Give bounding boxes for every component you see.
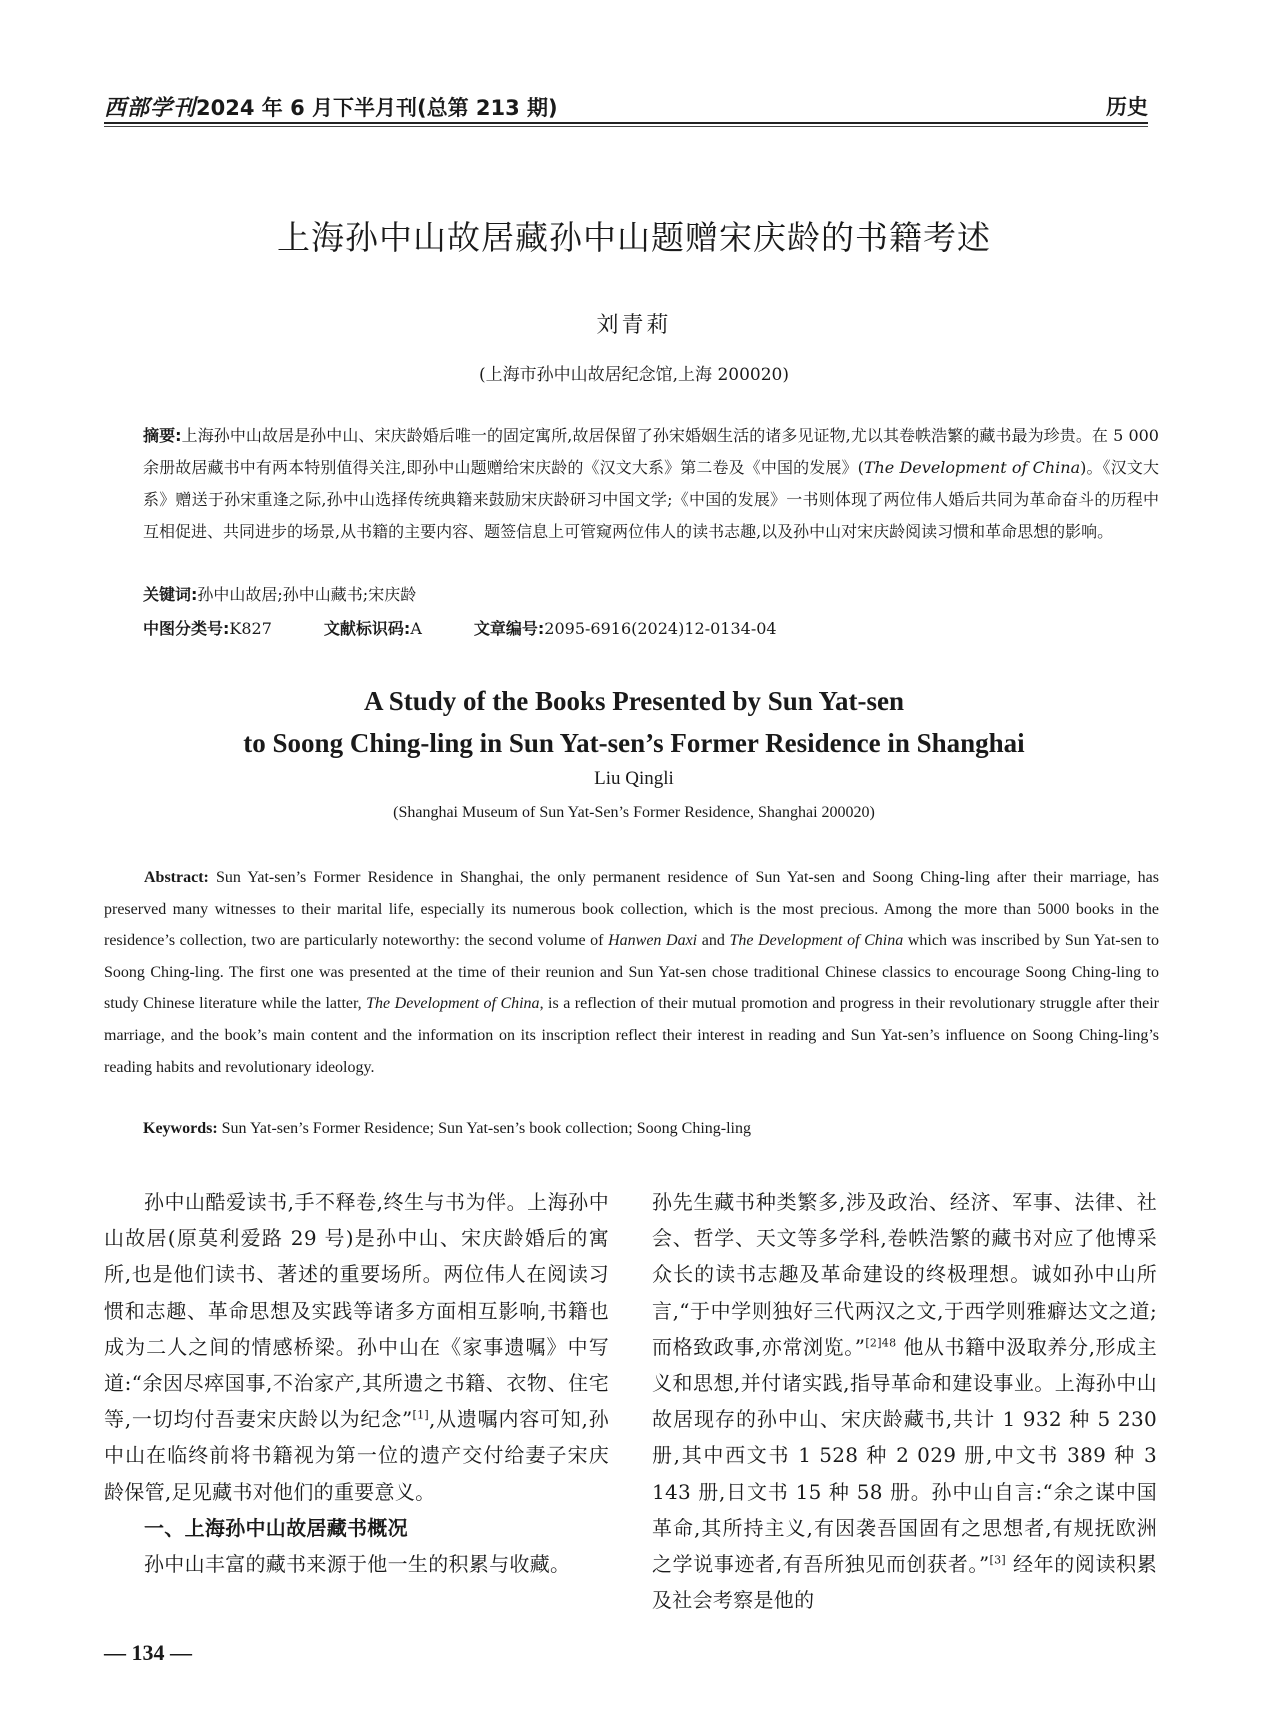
body-paragraph: 孙先生藏书种类繁多,涉及政治、经济、军事、法律、社会、哲学、天文等多学科,卷帙浩繁的藏书对应了他博采众长的读书志趣及革命建设的终极理想。诚如孙中山所言,“于中学则独好三代两汉之文,于西学则雅癖达文之道;而格致政事,亦常浏览。”$^{[2]48}$ 他从书籍中汲取养分,形成主义和思想,并付诸实践,指导革命和建设事业。上海孙中山故居现存的孙中山、宋庆龄藏书,共计 1 932 种 5 230 册,其中西文书 1 528 种 2 029 册,中文书 389 种 3 143 册,日文书 15 种 58 册。孙中山自言:“余之谋中国革命,其所持主义,有因袭吾国固有之思想者,有规抚欧洲之学说事迹者,有吾所独见而创获者。”[3] 经年的阅读积累及社会考察是他的 [652, 1190, 1158, 1613]
citation-ref: [1] [412, 1408, 429, 1422]
abstract-en: Abstract: Sun Yat-sen’s Former Residence in Shanghai, the only permanent residence of Sun Yat-sen and Soong Ching-ling after their marriage, has preserved many witnesses to their marital life, especially its numerous book collection, which is the most precious. Among the more than 5000 books in the residence’s collection, two are particularly noteworthy: the second volume of Hanwen Daxi and The Development of China which was inscribed by Sun Yat-sen to Soong Ching-ling. The first one was presented at the time of their reunion and Sun Yat-sen chose traditional Chinese classics to encourage Soong Ching-ling to study Chinese literature while the latter, The Development of China, is a reflection of their mutual promotion and progress in their revolutionary struggle after their marriage, and the book’s main content and the information on its inscription reflect their interest in reading and Sun Yat-sen’s influence on Soong Ching-ling’s reading habits and revolutionary ideology. [104, 869, 1160, 1076]
issue-info: 2024 年 6 月下半月刊(总第 213 期) [196, 96, 558, 120]
body-paragraph: 孙中山丰富的藏书来源于他一生的积累与收藏。 [144, 1552, 571, 1577]
article-title-cn: 上海孙中山故居藏孙中山题赠宋庆龄的书籍考述 [277, 218, 991, 257]
article-title-en: A Study of the Books Presented by Sun Yat-sen to Soong Ching-ling in Sun Yat-sen’s Former Residence in Shanghai [243, 686, 1025, 758]
citation-ref: [2]48 [865, 1336, 897, 1350]
classification-line: 中图分类号:K827 文献标识码:A 文章编号:2095-6916(2024)12-0134-04 [143, 619, 777, 638]
journal-logo: 西部学刊 [104, 95, 197, 121]
citation-ref: [3] [989, 1553, 1006, 1567]
affiliation-cn: (上海市孙中山故居纪念馆,上海 200020) [479, 365, 789, 385]
section-label: 历史 [1106, 95, 1148, 119]
body-column-left [104, 1184, 609, 1582]
author-en: Liu Qingli [594, 768, 674, 789]
abstract-cn-label: 摘要: [143, 426, 182, 445]
header-rule-thin [104, 126, 1148, 127]
body-column-right [652, 1184, 1157, 1618]
author-cn: 刘青莉 [596, 313, 672, 338]
affiliation-en: (Shanghai Museum of Sun Yat-Sen’s Former Residence, Shanghai 200020) [393, 804, 875, 821]
section-heading: 一、上海孙中山故居藏书概况 [144, 1515, 408, 1540]
keywords-cn: 关键词:孙中山故居;孙中山藏书;宋庆龄 [143, 585, 417, 604]
header-rule [104, 122, 1148, 124]
keywords-en: Keywords: Sun Yat-sen’s Former Residence; Sun Yat-sen’s book collection; Soong Ching-ling [143, 1120, 751, 1137]
abstract-cn: 摘要:上海孙中山故居是孙中山、宋庆龄婚后唯一的固定寓所,故居保留了孙宋婚姻生活的诸多见证物,尤以其卷帙浩繁的藏书最为珍贵。在 5 000 余册故居藏书中有两本特别值得关注,即孙中山题赠给宋庆龄的《汉文大系》第二卷及《中国的发展》(The Development of China)。《汉文大系》赠送于孙宋重逢之际,孙中山选择传统典籍来鼓励宋庆龄研习中国文学;《中国的发展》一书则体现了两位伟人婚后共同为革命奋斗的历程中互相促进、共同进步的场景,从书籍的主要内容、题签信息上可管窥两位伟人的读书志趣,以及孙中山对宋庆龄阅读习惯和革命思想的影响。 [143, 426, 1159, 541]
page-number: — 134 — [104, 1640, 192, 1665]
body-paragraph: 孙中山酷爱读书,手不释卷,终生与书为伴。上海孙中山故居(原莫利爱路 29 号)是孙中山、宋庆龄婚后的寓所,也是他们读书、著述的重要场所。两位伟人在阅读习惯和志趣、革命思想及实践等诸多方面相互影响,书籍也成为二人之间的情感桥梁。孙中山在《家事遗嘱》中写道:“余因尽瘁国事,不治家产,其所遗之书籍、衣物、住宅等,一切均付吾妻宋庆龄以为纪念”[1],从遗嘱内容可知,孙中山在临终前将书籍视为第一位的遗产交付给妻子宋庆龄保管,足见藏书对他们的重要意义。 [104, 1190, 609, 1504]
running-header [104, 91, 558, 122]
